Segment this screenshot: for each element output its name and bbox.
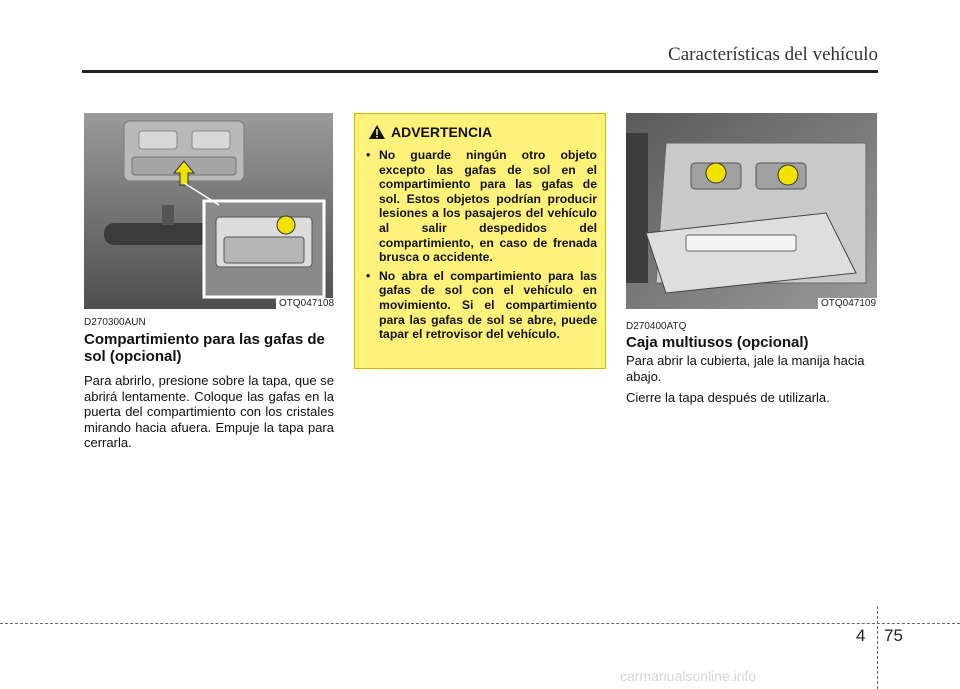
right-section-body [626, 353, 880, 412]
watermark: carmanualsonline.info [620, 668, 757, 684]
right-section-title: Caja multiusos (opcional) [626, 334, 809, 351]
right-image-code: OTQ047109 [818, 298, 879, 309]
right-paragraph: Para abrir la cubierta, jale la manija hacia abajo. [626, 353, 865, 384]
sunglass-holder-photo [84, 113, 333, 309]
right-section-code: D270400ATQ [626, 321, 687, 332]
page-header-title: Características del vehículo [668, 44, 878, 65]
warning-heading-text: ADVERTENCIA [391, 124, 493, 140]
multipurpose-box-photo [626, 113, 877, 309]
left-section-code: D270300AUN [84, 317, 146, 328]
chapter-number: 4 [856, 626, 866, 645]
warning-item: • No abra el compartimiento para las gafas de sol con el vehículo en movimiento. Si el compartimiento para las gafas de sol se abre, puede tapar el retrovisor del vehículo. [365, 269, 597, 342]
warning-triangle-icon [369, 125, 385, 142]
page-number: 75 [884, 626, 903, 645]
left-section-title: Compartimiento para las gafas de sol (opcional) [84, 331, 325, 365]
warning-box [354, 113, 606, 369]
header-rule [82, 70, 878, 73]
warning-list [365, 148, 597, 346]
warning-heading [369, 124, 492, 142]
right-paragraph: Cierre la tapa después de utilizarla. [626, 390, 830, 405]
footer-rule [0, 623, 960, 624]
footer-divider [877, 606, 878, 689]
left-section-body: Para abrirlo, presione sobre la tapa, que se abrirá lentamente. Coloque las gafas en la puerta del compartimiento con los cristales mirando hacia afuera. Empuje la tapa para cerrarla. [84, 373, 334, 450]
left-image-code: OTQ047108 [276, 298, 337, 309]
warning-item: • No guarde ningún otro objeto excepto las gafas de sol en el compartimiento para las gafas de sol. Estos objetos podrían producir lesiones a los pasajeros del vehículo al salir despedidos del compartimiento, en caso de frenada brusca o accidente. [365, 148, 597, 265]
